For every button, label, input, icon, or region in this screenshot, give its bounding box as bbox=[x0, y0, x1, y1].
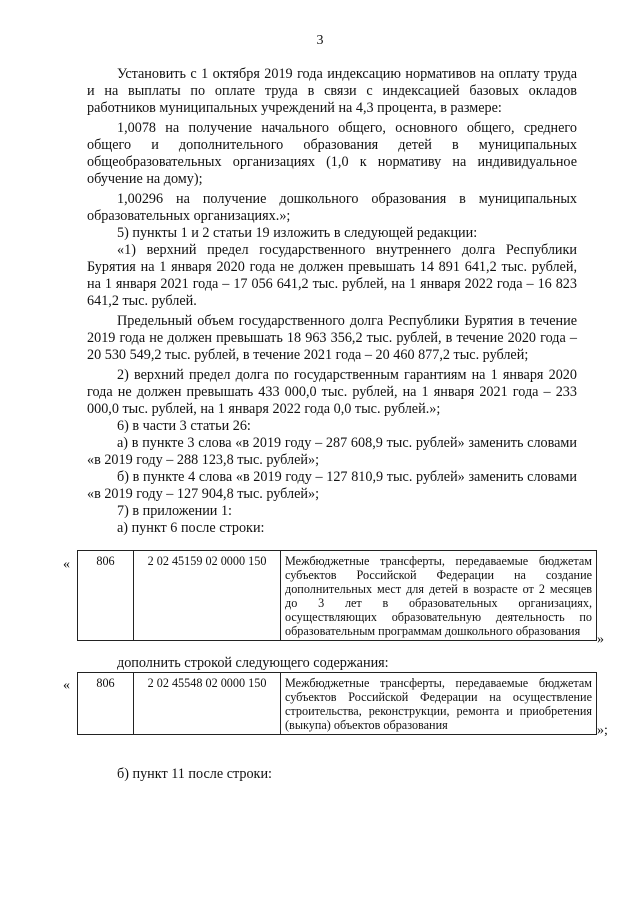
paragraph-item-6b: б) в пункте 4 слова «в 2019 году – 127 810,9 тыс. рублей» заменить словами «в 2019 году – 127 904,8 тыс. рублей»; bbox=[87, 469, 577, 502]
paragraph-debt-volume: Предельный объем государственного долга Республики Бурятия в течение 2019 года не должен превышать 18 963 356,2 тыс. рублей, в течение 2020 года – 20 530 549,2 тыс. рублей, в течение 2021 года – 20 460 877,2 тыс. рублей; bbox=[87, 313, 577, 363]
paragraph-item-5: 5) пункты 1 и 2 статьи 19 изложить в следующей редакции: bbox=[117, 225, 478, 241]
paragraph-guarantees: 2) верхний предел долга по государственным гарантиям на 1 января 2020 года не должен превышать 433 000,0 тыс. рублей, на 1 января 2021 года – 233 000,0 тыс. рублей, на 1 января 2022 года 0,0 тыс. рублей.»; bbox=[87, 367, 577, 417]
paragraph-item-6: 6) в части 3 статьи 26: bbox=[117, 418, 251, 434]
paragraph-coef-general: 1,0078 на получение начального общего, основного общего, среднего общего и дополнительного образования детей в муниципальных общеобразовательных организациях (1,0 к нормативу на индивидуальное обучение на дому); bbox=[87, 120, 577, 187]
table1-kbk: 2 02 45159 02 0000 150 bbox=[134, 551, 281, 640]
table2-row bbox=[77, 672, 597, 735]
table2-kbk: 2 02 45548 02 0000 150 bbox=[134, 673, 281, 734]
table2-open-quote: « bbox=[63, 678, 70, 693]
table2-close-quote: »; bbox=[597, 723, 608, 738]
table1-description: Межбюджетные трансферты, передаваемые бюджетам субъектов Российской Федерации на создание дополнительных мест для детей в возрасте от 2 месяцев до 3 лет в образовательных организациях, осуществляющих образовательную деятельность по образовательным программам дошкольного образования bbox=[285, 554, 592, 638]
paragraph-item-7a: а) пункт 6 после строки: bbox=[117, 520, 265, 536]
table1-code: 806 bbox=[78, 551, 134, 640]
paragraph-item-6a: а) в пункте 3 слова «в 2019 году – 287 608,9 тыс. рублей» заменить словами «в 2019 году – 288 123,8 тыс. рублей»; bbox=[87, 435, 577, 468]
paragraph-item-7: 7) в приложении 1: bbox=[117, 503, 232, 519]
paragraph-indexation: Установить с 1 октября 2019 года индексацию нормативов на оплату труда и на выплаты по оплате труда в связи с индексацией базовых окладов работников муниципальных учреждений на 4,3 процента, в размере: bbox=[87, 66, 577, 116]
page-number: 3 bbox=[316, 33, 324, 48]
paragraph-coef-preschool: 1,00296 на получение дошкольного образования в муниципальных образовательных организациях.»; bbox=[87, 191, 577, 224]
table2-code: 806 bbox=[78, 673, 134, 734]
add-line: дополнить строкой следующего содержания: bbox=[117, 655, 389, 671]
last-line: б) пункт 11 после строки: bbox=[117, 766, 272, 782]
table1-row bbox=[77, 550, 597, 641]
paragraph-debt-limit: «1) верхний предел государственного внутреннего долга Республики Бурятия на 1 января 2020 года не должен превышать 14 891 641,2 тыс. рублей, на 1 января 2021 года – 17 056 641,2 тыс. рублей, на 1 января 2022 года – 16 823 641,2 тыс. рублей. bbox=[87, 242, 577, 309]
table1-close-quote: » bbox=[597, 632, 604, 647]
table2-description: Межбюджетные трансферты, передаваемые бюджетам субъектов Российской Федерации на осуществление строительства, реконструкции, ремонта и приобретения (выкупа) объектов образования bbox=[285, 676, 592, 732]
body-text bbox=[87, 66, 577, 537]
table1-open-quote: « bbox=[63, 557, 70, 572]
